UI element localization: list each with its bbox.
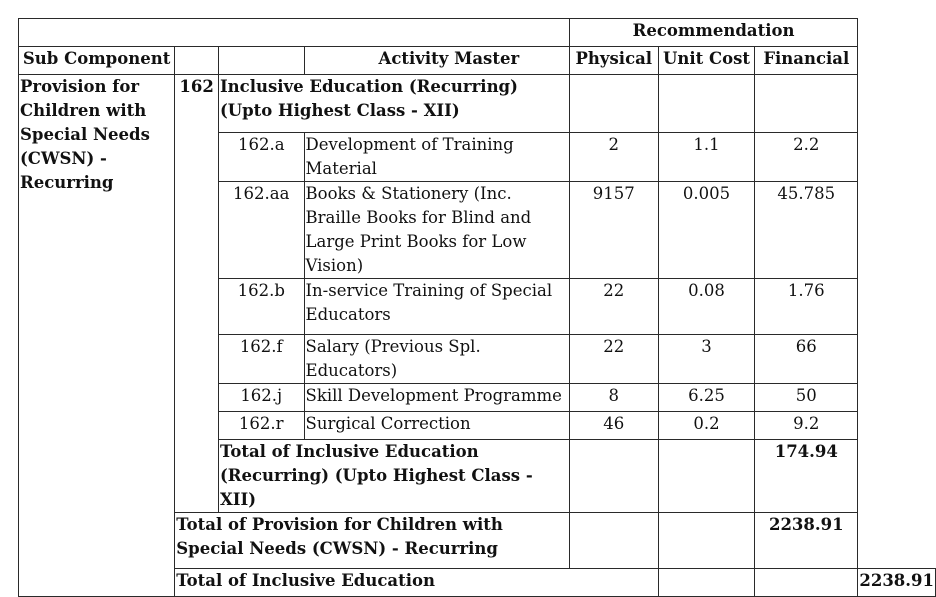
- financial-value: 9.2: [755, 412, 858, 440]
- physical-value: 2: [569, 133, 658, 182]
- unit-cost-value: 0.005: [658, 182, 754, 279]
- activity-name: In-service Training of Special Educators: [304, 279, 569, 335]
- unit-cost-value: 6.25: [658, 384, 754, 412]
- activity-name: Salary (Previous Spl. Educators): [304, 335, 569, 384]
- group-total-financial: 174.94: [755, 440, 858, 513]
- subcomponent-total-label: Total of Provision for Children with Special Needs (CWSN) - Recurring: [175, 513, 570, 569]
- group-code: 162: [175, 75, 219, 133]
- header-row-2: [19, 47, 936, 75]
- unit-cost-header: Unit Cost: [658, 47, 754, 75]
- subcomponent-total-financial: 2238.91: [755, 513, 858, 569]
- financial-value: 2.2: [755, 133, 858, 182]
- sub-component-name: Provision for Children with Special Needs (CWSN) - Recurring: [19, 75, 175, 597]
- financial-value: 66: [755, 335, 858, 384]
- unit-cost-value: 1.1: [658, 133, 754, 182]
- overall-total-label: Total of Inclusive Education: [175, 569, 659, 597]
- overall-total-financial: 2238.91: [858, 569, 936, 597]
- recommendation-header: Recommendation: [569, 19, 858, 47]
- physical-value: 22: [569, 279, 658, 335]
- activity-code: 162.f: [218, 335, 304, 384]
- activity-name: Books & Stationery (Inc. Braille Books for Blind and Large Print Books for Low Vision): [304, 182, 569, 279]
- budget-table: [18, 18, 936, 597]
- unit-cost-value: 3: [658, 335, 754, 384]
- activity-master-header: Activity Master: [304, 47, 569, 75]
- group-total-label: Total of Inclusive Education (Recurring) (Upto Highest Class - XII): [218, 440, 569, 513]
- physical-value: 22: [569, 335, 658, 384]
- physical-header: Physical: [569, 47, 658, 75]
- header-row-1: [19, 19, 936, 47]
- activity-code: 162.j: [218, 384, 304, 412]
- group-name: Inclusive Education (Recurring) (Upto Highest Class - XII): [218, 75, 569, 133]
- group-row: [19, 75, 936, 133]
- financial-value: 1.76: [755, 279, 858, 335]
- header-blank: [19, 19, 175, 47]
- unit-cost-value: 0.08: [658, 279, 754, 335]
- sub-component-header: Sub Component: [19, 47, 175, 75]
- physical-value: 9157: [569, 182, 658, 279]
- activity-name: Skill Development Programme: [304, 384, 569, 412]
- activity-name: Development of Training Material: [304, 133, 569, 182]
- activity-code: 162.a: [218, 133, 304, 182]
- financial-value: 45.785: [755, 182, 858, 279]
- activity-code: 162.aa: [218, 182, 304, 279]
- physical-value: 8: [569, 384, 658, 412]
- activity-code: 162.r: [218, 412, 304, 440]
- activity-code: 162.b: [218, 279, 304, 335]
- unit-cost-value: 0.2: [658, 412, 754, 440]
- activity-name: Surgical Correction: [304, 412, 569, 440]
- physical-value: 46: [569, 412, 658, 440]
- financial-header: Financial: [755, 47, 858, 75]
- financial-value: 50: [755, 384, 858, 412]
